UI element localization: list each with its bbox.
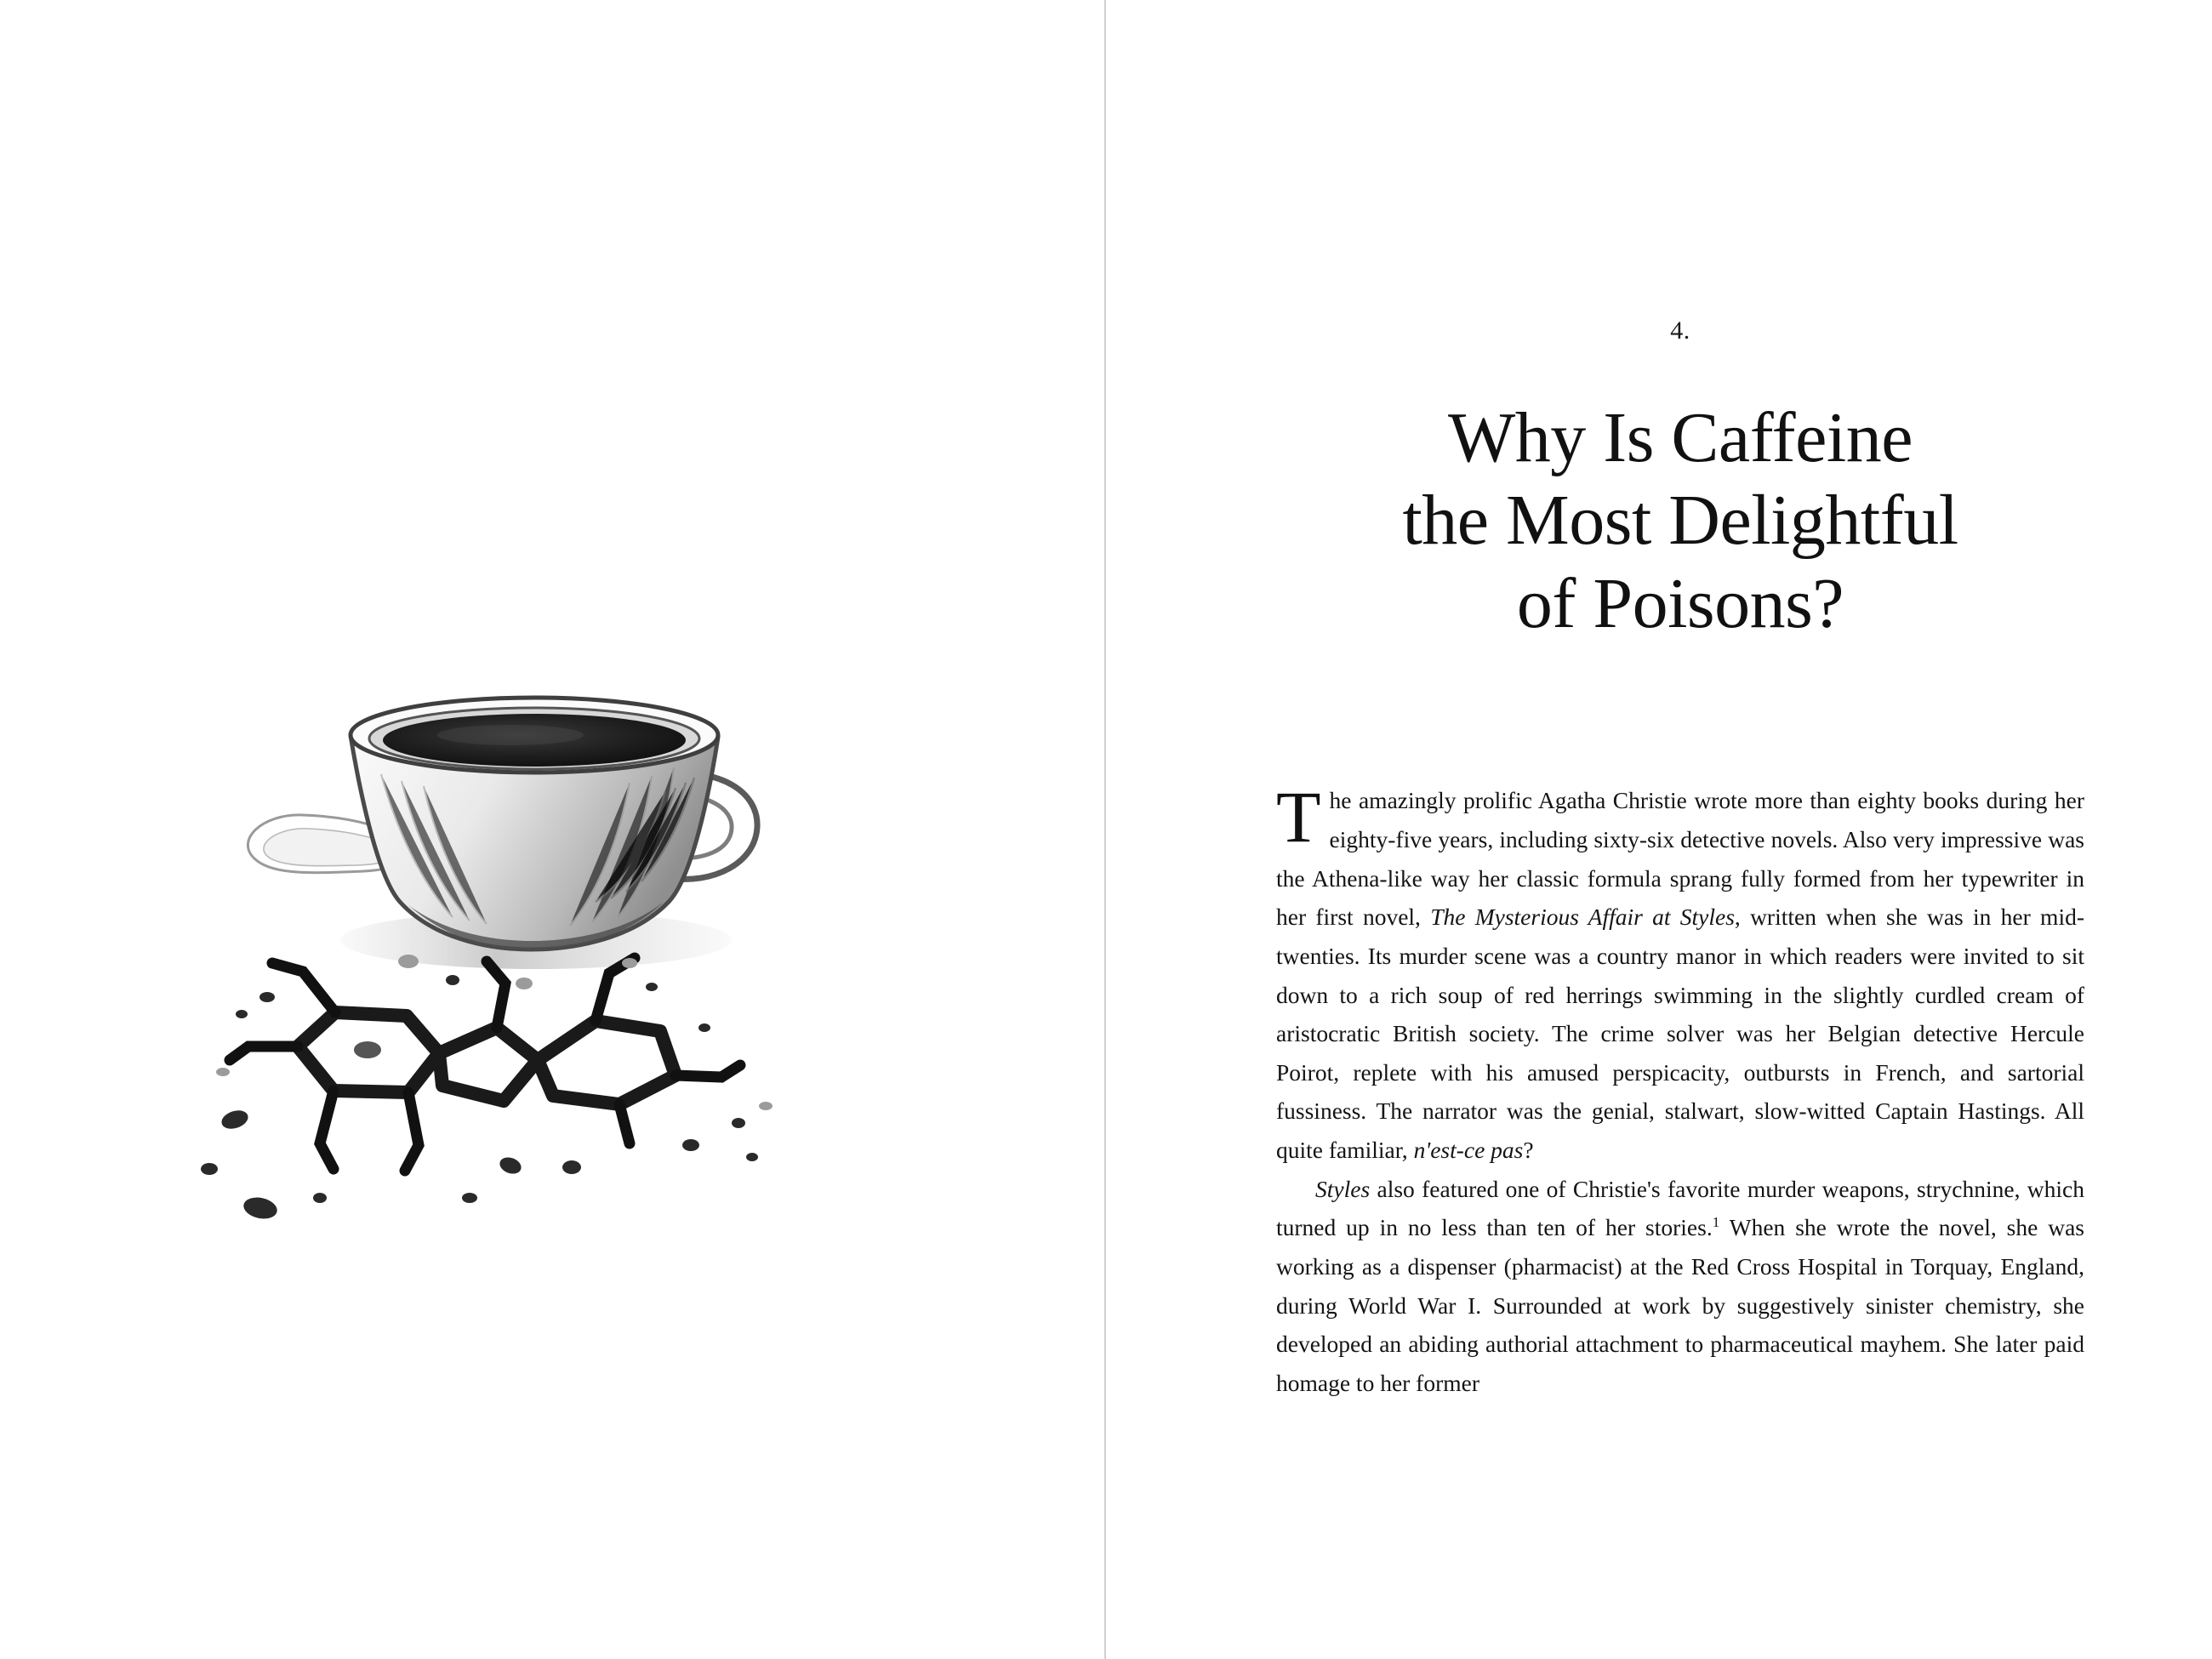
- paragraph: [1276, 1170, 2084, 1403]
- text-run: he amazingly prolific Agatha Christie wrote more than eighty books during her eighty-five years, including sixty-six detective novels. Also very impressive was the Athena-like way her classic formula sprang fully formed from her typewriter in her first novel,: [1276, 787, 2084, 931]
- chapter-number: 4.: [1670, 316, 1690, 345]
- text-run: also featured one of Christie's favorite murder weapons, strychnine, which turned up in no less than ten of her stories.: [1276, 1175, 2084, 1241]
- chapter-title-line-3: of Poisons?: [1516, 563, 1844, 643]
- right-page: [1106, 0, 2212, 1659]
- drop-cap: T: [1276, 776, 1321, 858]
- italic-text: Styles: [1315, 1175, 1371, 1202]
- footnote-marker: 1: [1712, 1214, 1720, 1231]
- chapter-title-line-1: Why Is Caffeine: [1447, 398, 1913, 477]
- text-run: , written when she was in her mid-twenties. Its murder scene was a country manor in which readers were invited to sit down to a rich soup of red herrings swimming in the slightly curdled cream of aristocratic British society. The crime solver was her Belgian detective Hercule Poirot, replete with his amused perspicacity, outbursts in French, and sartorial fussiness. The narrator was the genial, stalwart, slow-witted Captain Hastings. All quite familiar,: [1276, 904, 2084, 1164]
- coffee-cup-spill-illustration: [153, 647, 970, 1259]
- italic-text: The Mysterious Affair at Styles: [1430, 904, 1735, 931]
- chapter-title: [1276, 396, 2084, 645]
- text-run: When she wrote the novel, she was working as a dispenser (pharmacist) at the Red Cross Hospital in Torquay, England, during World War I. Surrounded at work by suggestively sinister chemistry, she developed an abiding authorial attachment to pharmaceutical mayhem. She later paid homage to her former: [1276, 1214, 2084, 1396]
- text-run: ?: [1523, 1137, 1534, 1164]
- body-copy: [1276, 776, 2084, 1402]
- text-column: [1276, 0, 2084, 1403]
- paragraph: [1276, 776, 2084, 1169]
- italic-text: n'est-ce pas: [1413, 1137, 1524, 1164]
- chapter-title-line-2: the Most Delightful: [1402, 481, 1958, 561]
